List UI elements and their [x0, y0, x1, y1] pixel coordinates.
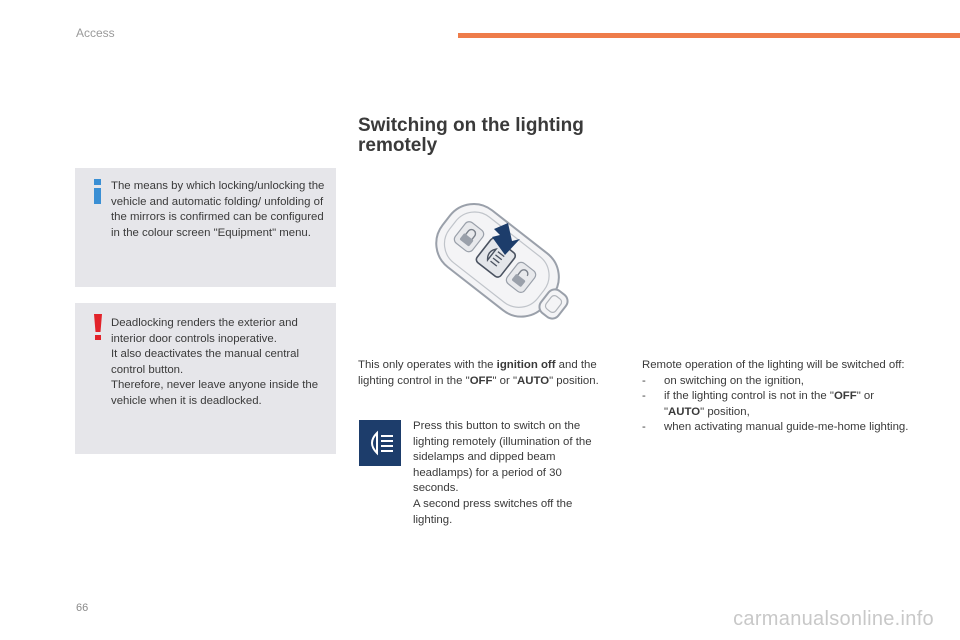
warning-icon	[88, 312, 108, 342]
section-title: Access	[76, 26, 115, 40]
list-item: - when activating manual guide-me-home lighting.	[642, 421, 909, 434]
operating-condition-text: This only operates with the ignition off and the lighting control in the "OFF" or "AUTO" position.	[358, 359, 599, 387]
warning-note-text	[111, 316, 326, 410]
watermark: carmanualsonline.info	[733, 608, 934, 630]
page-title: Switching on the lighting remotely	[358, 115, 584, 156]
list-item: - if the lighting control is not in the "OFF" or "AUTO" position,	[642, 390, 875, 418]
warning-line-1: Deadlocking renders the exterior and interior door controls inoperative.	[111, 317, 298, 345]
button-desc-line-2: A second press switches off the lighting.	[413, 497, 573, 526]
header-accent-bar	[458, 33, 960, 38]
button-description	[413, 419, 603, 528]
switch-off-conditions	[642, 358, 912, 436]
info-icon	[88, 177, 108, 207]
remote-key-illustration	[408, 183, 578, 333]
info-note-text: The means by which locking/unlocking the vehicle and automatic folding/ unfolding of the mirrors is confirmed can be configured in the colour screen "Equipment" menu.	[111, 180, 325, 239]
list-item: - on switching on the ignition,	[642, 374, 804, 387]
page-number: 66	[76, 602, 89, 614]
button-desc-line-1: Press this button to switch on the lighting remotely (illumination of the sidelamps and dipped beam headlamps) for a period of 30 seconds.	[413, 420, 592, 495]
lighting-button-icon	[359, 420, 401, 466]
warning-line-2: It also deactivates the manual central control button.	[111, 348, 300, 376]
warning-line-3: Therefore, never leave anyone inside the vehicle when it is deadlocked.	[111, 379, 319, 407]
headlamp-icon	[365, 430, 395, 456]
switch-off-lead: Remote operation of the lighting will be switched off:	[642, 359, 905, 371]
